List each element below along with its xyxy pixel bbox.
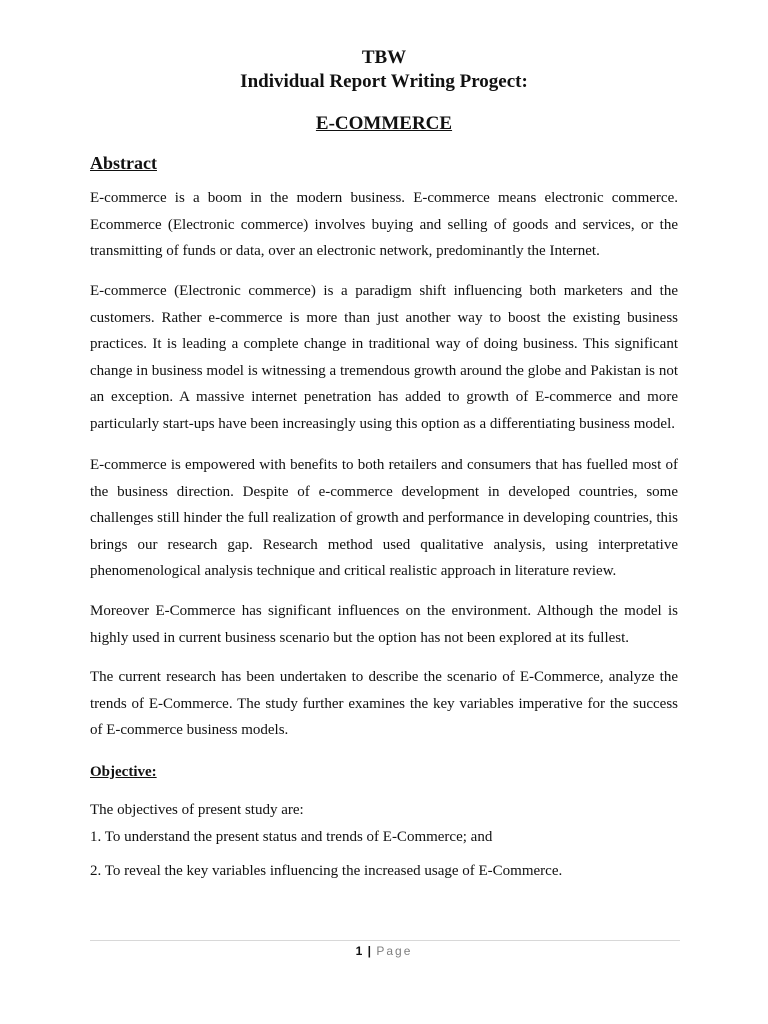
abstract-paragraph-5: The current research has been undertaken to describe the scenario of E-Commerce, analyze the trends of E-Commerce. The study further examines the key variables imperative for the success of E-commerce business models. bbox=[90, 669, 678, 739]
objective-heading: Objective: bbox=[90, 764, 157, 780]
objective-item-2: 2. To reveal the key variables influencing the increased usage of E-Commerce. bbox=[90, 863, 563, 879]
header-line-2: Individual Report Writing Progect: bbox=[240, 71, 528, 92]
footer-divider bbox=[90, 940, 680, 941]
header-line-1: TBW bbox=[361, 47, 407, 68]
objective-intro: The objectives of present study are: bbox=[90, 802, 304, 818]
abstract-heading: Abstract bbox=[90, 153, 157, 173]
document-title-text: E-COMMERCE bbox=[315, 113, 453, 134]
page-number: 1 bbox=[355, 944, 363, 958]
abstract-paragraph-2: E-commerce (Electronic commerce) is a paradigm shift influencing both marketers and the customers. Rather e-commerce is more than just another way to boost the existing business practices. It is leading a complete change in traditional way of doing business. This significant change in business model is witnessing a tremendous growth around the globe and Pakistan is not an exception. A massive internet penetration has added to growth of E-commerce and more particularly start-ups have been increasingly using this option as a differentiating business model. bbox=[90, 283, 678, 432]
report-header bbox=[0, 46, 768, 94]
abstract-paragraph-1: E-commerce is a boom in the modern business. E-commerce means electronic commerce. Ecommerce (Electronic commerce) involves buying and selling of goods and services, or the transmitting of funds or data, over an electronic network, predominantly the Internet. bbox=[90, 190, 678, 260]
page-footer bbox=[0, 942, 768, 960]
page-separator: | bbox=[367, 944, 371, 958]
document-title bbox=[0, 112, 768, 136]
abstract-paragraph-3: E-commerce is empowered with benefits to both retailers and consumers that has fuelled most of the business direction. Despite of e-commerce development in developed countries, some challenges still hinder the full realization of growth and performance in developing countries, this brings our research gap. Research method used qualitative analysis, using interpretative phenomenological analysis technique and critical realistic approach in literature review. bbox=[90, 457, 678, 580]
objective-item-1: 1. To understand the present status and trends of E-Commerce; and bbox=[90, 829, 493, 845]
abstract-paragraph-4: Moreover E-Commerce has significant influences on the environment. Although the model is highly used in current business scenario but the option has not been explored at its fullest. bbox=[90, 603, 678, 646]
page-label: Page bbox=[376, 944, 413, 958]
